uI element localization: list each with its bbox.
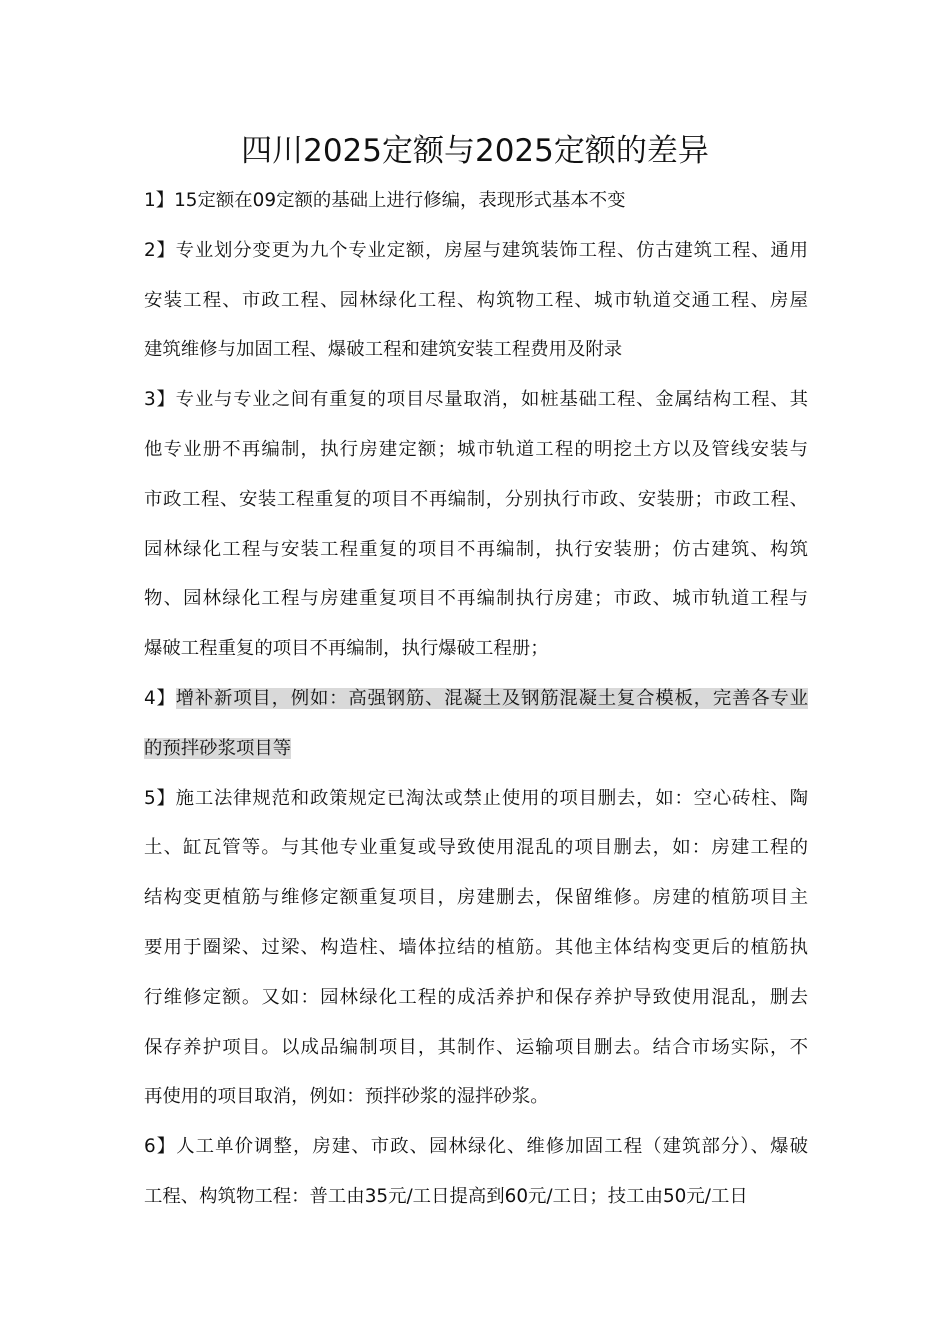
paragraph-1 bbox=[144, 176, 808, 226]
paragraph-4 bbox=[144, 674, 808, 774]
paragraph-6 bbox=[144, 1122, 808, 1222]
paragraph-line: 物、园林绿化工程与房建重复项目不再编制执行房建；市政、城市轨道工程与 bbox=[144, 588, 808, 610]
paragraph-line: 园林绿化工程与安装工程重复的项目不再编制，执行安装册；仿古建筑、构筑 bbox=[144, 538, 808, 560]
paragraph-3 bbox=[144, 375, 808, 674]
paragraph-line: 要用于圈梁、过梁、构造柱、墙体拉结的植筋。其他主体结构变更后的植筋执 bbox=[144, 936, 808, 958]
paragraph-line: 保存养护项目。以成品编制项目，其制作、运输项目删去。结合市场实际，不 bbox=[144, 1036, 808, 1058]
document-title: 四川2025定额与2025定额的差异 bbox=[241, 133, 709, 169]
paragraph-line: 工程、构筑物工程：普工由35元/工日提高到60元/工日；技工由50元/工日 bbox=[144, 1185, 748, 1207]
paragraph-line: 土、缸瓦管等。与其他专业重复或导致使用混乱的项目删去，如：房建工程的 bbox=[144, 837, 808, 859]
paragraph-line: 1】15定额在09定额的基础上进行修编，表现形式基本不变 bbox=[144, 190, 626, 211]
paragraph-line: 5】施工法律规范和政策规定已淘汰或禁止使用的项目删去，如：空心砖柱、陶 bbox=[144, 787, 808, 809]
paragraph-line: 6】人工单价调整，房建、市政、园林绿化、维修加固工程（建筑部分）、爆破 bbox=[144, 1136, 808, 1158]
paragraph-line: 行维修定额。又如：园林绿化工程的成活养护和保存养护导致使用混乱，删去 bbox=[144, 986, 808, 1008]
document-body bbox=[144, 176, 808, 1222]
paragraph-line: 2】专业划分变更为九个专业定额，房屋与建筑装饰工程、仿古建筑工程、通用 bbox=[144, 239, 808, 261]
paragraph-line: 市政工程、安装工程重复的项目不再编制，分别执行市政、安装册；市政工程、 bbox=[144, 488, 808, 510]
paragraph-line: 爆破工程重复的项目不再编制，执行爆破工程册； bbox=[144, 638, 549, 660]
paragraph-line: 安装工程、市政工程、园林绿化工程、构筑物工程、城市轨道交通工程、房屋 bbox=[144, 289, 808, 311]
paragraph-line: 他专业册不再编制，执行房建定额；城市轨道工程的明挖土方以及管线安装与 bbox=[144, 438, 808, 460]
paragraph-line: 3】专业与专业之间有重复的项目尽量取消，如桩基础工程、金属结构工程、其 bbox=[144, 389, 808, 411]
paragraph-prefix: 4】 bbox=[144, 687, 176, 709]
highlighted-text: 增补新项目，例如：高强钢筋、混凝土及钢筋混凝土复合模板，完善各专业 bbox=[175, 687, 808, 709]
paragraph-line: 建筑维修与加固工程、爆破工程和建筑安装工程费用及附录 bbox=[144, 339, 623, 361]
paragraph-line: 再使用的项目取消，例如：预拌砂浆的湿拌砂浆。 bbox=[144, 1086, 549, 1108]
highlighted-text: 的预拌砂浆项目等 bbox=[144, 737, 292, 759]
paragraph-line: 结构变更植筋与维修定额重复项目，房建删去，保留维修。房建的植筋项目主 bbox=[144, 887, 808, 909]
paragraph-line bbox=[144, 724, 808, 774]
paragraph-2 bbox=[144, 226, 808, 375]
paragraph-5 bbox=[144, 774, 808, 1123]
paragraph-line bbox=[144, 674, 808, 724]
